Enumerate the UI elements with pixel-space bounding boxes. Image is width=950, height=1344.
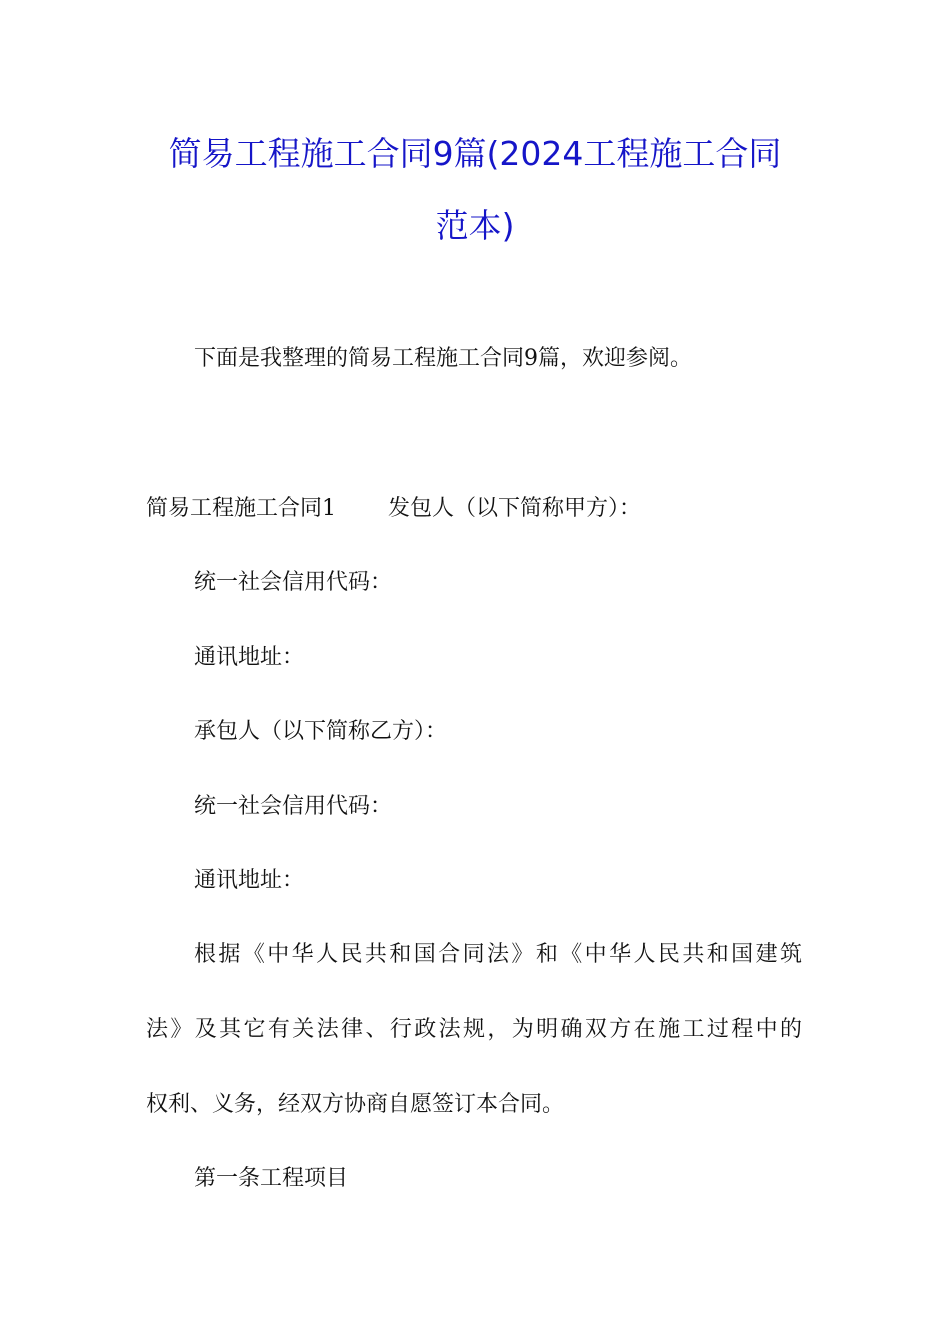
basis-paragraph-line-2: 法》及其它有关法律、行政法规，为明确双方在施工过程中的: [146, 1017, 802, 1042]
party-a-label: 发包人（以下简称甲方）：: [388, 496, 642, 521]
section-heading: 简易工程施工合同1: [146, 496, 336, 521]
document-title-line-1: 简易工程施工合同9篇(2024工程施工合同: [168, 134, 782, 173]
basis-paragraph-line-1: 根据《中华人民共和国合同法》和《中华人民共和国建筑: [194, 942, 802, 967]
credit-code-b-label: 统一社会信用代码：: [194, 794, 393, 819]
address-a-label: 通讯地址：: [194, 645, 305, 670]
basis-paragraph-line-3: 权利、义务，经双方协商自愿签订本合同。: [146, 1092, 565, 1117]
article-1-heading: 第一条工程项目: [194, 1166, 349, 1191]
party-b-label: 承包人（以下简称乙方）：: [194, 719, 448, 744]
document-title-line-2: 范本): [435, 206, 515, 245]
address-b-label: 通讯地址：: [194, 868, 305, 893]
intro-paragraph: 下面是我整理的简易工程施工合同9篇，欢迎参阅。: [194, 346, 692, 371]
credit-code-a-label: 统一社会信用代码：: [194, 570, 393, 595]
section-heading-row: [146, 494, 641, 524]
